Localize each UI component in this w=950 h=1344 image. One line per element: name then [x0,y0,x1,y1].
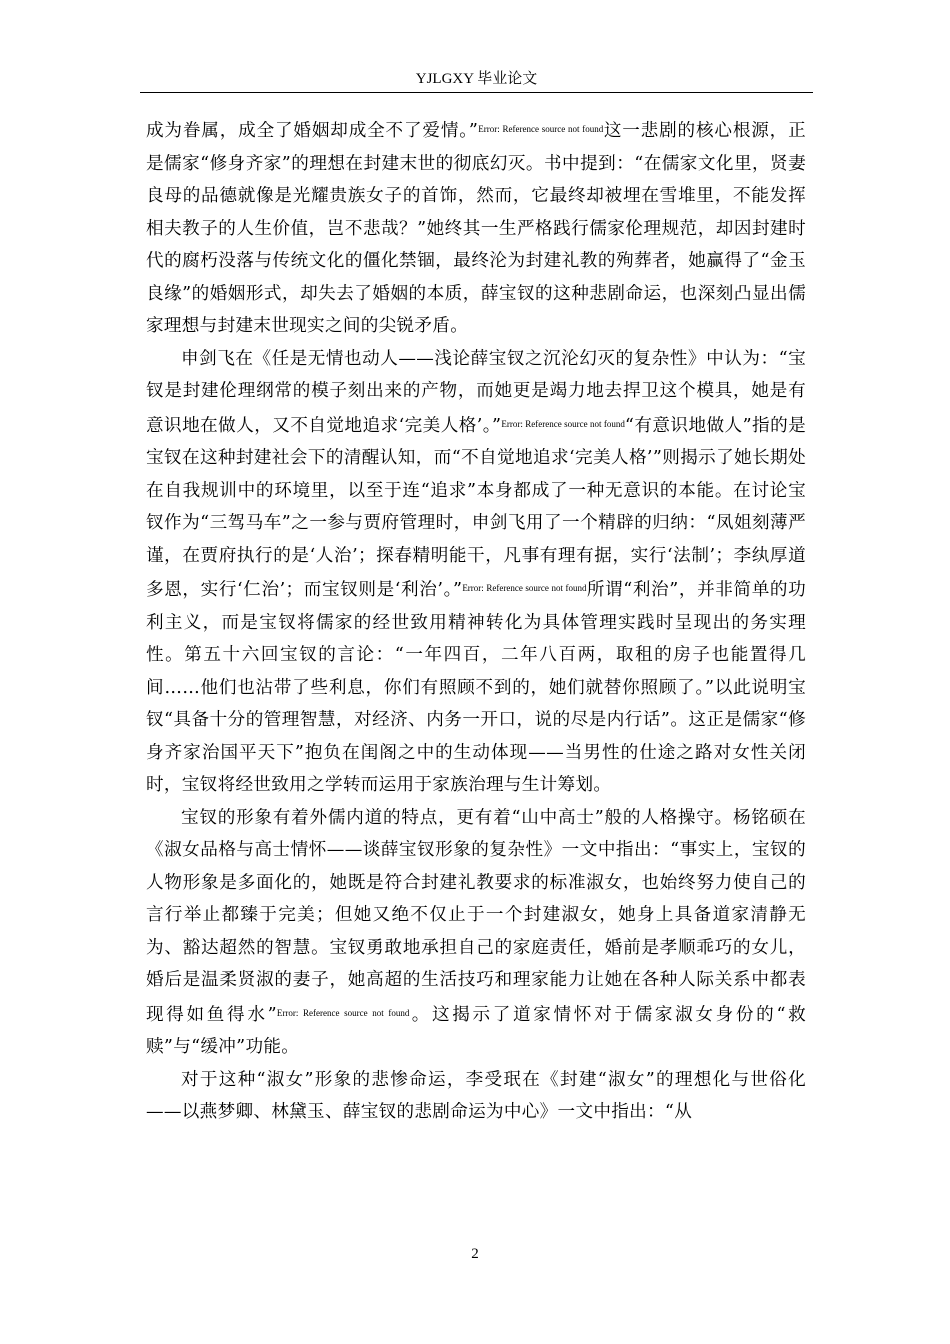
text-run: 成为眷属，成全了婚姻却成全不了爱情。” [146,121,479,141]
body-text [146,113,806,1129]
page-number: 2 [471,1246,479,1262]
text-run: “有意识地做人”指的是宝钗在这种封建社会下的清醒认知，而“不自觉地追求‘完美人格’”则揭示了她长期处在自我规训中的环境里，以至于连“追求”本身都成了一种无意识的本能。在讨论宝钗作为“三驾马车”之一参与贾府管理时，申剑飞用了一个精辟的归纳：“凤姐刻薄严谨，在贾府执行的是‘人治’；探春精明能干，凡事有理有据，实行‘法制’；李纨厚道多恩，实行‘仁治’；而宝钗则是‘利治’。” [146,415,807,600]
paragraph [146,1064,806,1129]
reference-error: Error: Reference source not found [276,1007,410,1018]
reference-error: Error: Reference source not found [462,583,587,593]
header-rule [140,92,813,93]
text-run: 申剑飞在《任是无情也动人——浅论薛宝钗之沉沦幻灭的复杂性》中认为：“宝钗是封建伦理纲常的模子刻出来的产物，而她更是竭力地去捍卫这个模具，她是有意识地在做人，又不自觉地追求‘完美人格’。” [146,348,806,436]
text-run: 这一悲剧的核心根源，正是儒家“修身齐家”的理想在封建末世的彻底幻灭。书中提到：“在儒家文化里，贤妻良母的品德就像是光耀贵族女子的首饰，然而，它最终却被埋在雪堆里，不能发挥相夫教子的人生价值，岂不悲哉？”她终其一生严格践行儒家伦理规范，却因封建时代的腐朽没落与传统文化的僵化禁锢，最终沦为封建礼教的殉葬者，她赢得了“金玉良缘”的婚姻形式，却失去了婚姻的本质，薛宝钗的这种悲剧命运，也深刻凸显出儒家理想与封建末世现实之间的尖锐矛盾。 [146,121,806,336]
text-run: 所谓“利治”，并非简单的功利主义，而是宝钗将儒家的经世致用精神转化为具体管理实践时呈现出的务实理性。第五十六回宝钗的言论：“一年四百，二年八百两，取租的房子也能置得几间……他们也沾带了些利息，你们有照顾不到的，她们就替你照顾了。”以此说明宝钗“具备十分的管理智慧，对经济、内务一开口，说的尽是内行话”。这正是儒家“修身齐家治国平天下”抱负在闺阁之中的生动体现——当男性的仕途之路对女性关闭时，宝钗将经世致用之学转而运用于家族治理与生计筹划。 [146,580,806,795]
paragraph [146,113,806,343]
text-run: 。这揭示了道家情怀对于儒家淑女身份的“救赎”与“缓冲”功能。 [146,1004,807,1057]
reference-error: Error: Reference source not found [501,418,625,429]
paragraph [146,343,806,802]
text-run: 宝钗的形象有着外儒内道的特点，更有着“山中高士”般的人格操守。杨铭硕在《淑女品格与高士情怀——谈薛宝钗形象的复杂性》一文中指出：“事实上，宝钗的人物形象是多面化的，她既是符合封建礼教要求的标准淑女，也始终努力使自己的言行举止都臻于完美；但她又绝不仅止于一个封建淑女，她身上具备道家清静无为、豁达超然的智慧。宝钗勇敢地承担自己的家庭责任，婚前是孝顺乖巧的女儿，婚后是温柔贤淑的妻子，她高超的生活技巧和理家能力让她在各种人际关系中都表现得如鱼得水” [146,807,806,1025]
paragraph [146,802,806,1064]
page-header: YJLGXY 毕业论文 [415,71,538,87]
text-run: 对于这种“淑女”形象的悲惨命运，李受珉在《封建“淑女”的理想化与世俗化——以燕梦卿、林黛玉、薛宝钗的悲剧命运为中心》一文中指出：“从 [146,1069,806,1122]
reference-error: Error: Reference source not found [478,124,604,134]
